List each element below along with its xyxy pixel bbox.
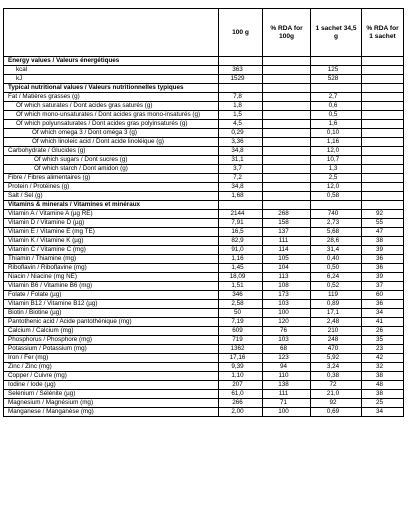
value-per100g: 1362 — [219, 345, 263, 354]
header-rda-per100g: % RDA for 100g — [263, 9, 311, 57]
table-row — [4, 309, 404, 318]
value-per100g: 7,91 — [219, 219, 263, 228]
nutrient-label: Of which mono-unsaturates / Dont acides gras mono-insaturés (g) — [4, 111, 219, 120]
nutrition-table-container — [3, 8, 403, 417]
rda-per-sachet: 60 — [362, 291, 404, 300]
value-per100g: 363 — [219, 66, 263, 75]
nutrient-label: kJ — [4, 75, 219, 84]
table-row — [4, 57, 404, 66]
table-row — [4, 318, 404, 327]
value-per100g: 17,16 — [219, 354, 263, 363]
nutrient-label: Biotin / Biotine (µg) — [4, 309, 219, 318]
value-per-sachet: 1,16 — [311, 138, 362, 147]
rda-per-sachet: 32 — [362, 363, 404, 372]
value-per100g: 50 — [219, 309, 263, 318]
value-per-sachet: 3,24 — [311, 363, 362, 372]
rda-per-sachet: 41 — [362, 318, 404, 327]
rda-per100g: 100 — [263, 309, 311, 318]
value-per-sachet: 17,1 — [311, 309, 362, 318]
value-per-sachet — [311, 84, 362, 93]
rda-per100g: 71 — [263, 399, 311, 408]
rda-per-sachet: 36 — [362, 300, 404, 309]
value-per-sachet: 0,58 — [311, 192, 362, 201]
value-per100g: 266 — [219, 399, 263, 408]
rda-per100g: 111 — [263, 390, 311, 399]
table-row — [4, 93, 404, 102]
rda-per-sachet — [362, 66, 404, 75]
value-per-sachet: 0,38 — [311, 372, 362, 381]
value-per100g: 34,8 — [219, 147, 263, 156]
nutrient-label: Vitamins & minerals / Vitamines et minéraux — [4, 201, 219, 210]
table-row — [4, 120, 404, 129]
nutrient-label: Vitamin B6 / Vitamine B6 (mg) — [4, 282, 219, 291]
rda-per100g: 137 — [263, 228, 311, 237]
rda-per-sachet — [362, 192, 404, 201]
nutrient-label: Energy values / Valeurs énergétiques — [4, 57, 219, 66]
rda-per-sachet: 36 — [362, 264, 404, 273]
rda-per100g: 94 — [263, 363, 311, 372]
rda-per100g: 113 — [263, 273, 311, 282]
nutrient-label: Pantothenic acid / Acide pantothénique (mg) — [4, 318, 219, 327]
value-per-sachet: 0,10 — [311, 129, 362, 138]
rda-per100g: 110 — [263, 372, 311, 381]
value-per-sachet: 92 — [311, 399, 362, 408]
table-row — [4, 228, 404, 237]
rda-per-sachet: 36 — [362, 255, 404, 264]
table-row — [4, 237, 404, 246]
value-per-sachet: 125 — [311, 66, 362, 75]
rda-per100g: 120 — [263, 318, 311, 327]
rda-per100g — [263, 138, 311, 147]
table-row — [4, 408, 404, 417]
value-per100g: 1,10 — [219, 372, 263, 381]
rda-per-sachet — [362, 102, 404, 111]
value-per-sachet: 0,5 — [311, 111, 362, 120]
rda-per-sachet: 39 — [362, 246, 404, 255]
value-per-sachet: 10,7 — [311, 156, 362, 165]
value-per100g: 31,1 — [219, 156, 263, 165]
nutrient-label: Riboflavin / Riboflavine (mg) — [4, 264, 219, 273]
rda-per100g: 105 — [263, 255, 311, 264]
table-row — [4, 255, 404, 264]
nutrient-label: Of which linoleic acid / Dont acide linoléique (g) — [4, 138, 219, 147]
value-per100g: 2,58 — [219, 300, 263, 309]
table-row — [4, 147, 404, 156]
value-per-sachet: 210 — [311, 327, 362, 336]
value-per100g: 1,5 — [219, 111, 263, 120]
value-per100g: 82,9 — [219, 237, 263, 246]
rda-per-sachet — [362, 138, 404, 147]
rda-per100g: 100 — [263, 408, 311, 417]
rda-per-sachet: 23 — [362, 345, 404, 354]
value-per100g: 719 — [219, 336, 263, 345]
rda-per-sachet — [362, 174, 404, 183]
value-per100g: 0,29 — [219, 129, 263, 138]
rda-per-sachet: 34 — [362, 408, 404, 417]
table-row — [4, 372, 404, 381]
rda-per100g — [263, 174, 311, 183]
table-row — [4, 246, 404, 255]
nutrient-label: Iron / Fer (mg) — [4, 354, 219, 363]
header-row — [4, 9, 404, 57]
value-per-sachet: 0,6 — [311, 102, 362, 111]
table-row — [4, 210, 404, 219]
value-per100g: 207 — [219, 381, 263, 390]
value-per-sachet: 72 — [311, 381, 362, 390]
rda-per100g: 111 — [263, 237, 311, 246]
table-row — [4, 300, 404, 309]
value-per100g: 1,8 — [219, 102, 263, 111]
table-row — [4, 399, 404, 408]
table-row — [4, 336, 404, 345]
rda-per-sachet: 25 — [362, 399, 404, 408]
table-row — [4, 192, 404, 201]
rda-per-sachet: 35 — [362, 336, 404, 345]
rda-per100g: 104 — [263, 264, 311, 273]
table-row — [4, 84, 404, 93]
rda-per-sachet: 55 — [362, 219, 404, 228]
rda-per100g: 76 — [263, 327, 311, 336]
value-per-sachet: 2,73 — [311, 219, 362, 228]
value-per-sachet: 12,0 — [311, 183, 362, 192]
nutrient-label: Of which sugars / Dont sucres (g) — [4, 156, 219, 165]
table-row — [4, 381, 404, 390]
table-row — [4, 282, 404, 291]
value-per-sachet: 470 — [311, 345, 362, 354]
value-per-sachet: 0,69 — [311, 408, 362, 417]
rda-per-sachet: 48 — [362, 381, 404, 390]
rda-per100g: 173 — [263, 291, 311, 300]
nutrient-label: kcal — [4, 66, 219, 75]
value-per100g: 91,0 — [219, 246, 263, 255]
rda-per-sachet: 39 — [362, 273, 404, 282]
header-label-cell — [4, 9, 219, 57]
rda-per100g — [263, 192, 311, 201]
rda-per100g — [263, 156, 311, 165]
rda-per100g: 268 — [263, 210, 311, 219]
rda-per100g: 103 — [263, 336, 311, 345]
value-per-sachet: 1,3 — [311, 165, 362, 174]
rda-per100g — [263, 75, 311, 84]
value-per100g: 18,09 — [219, 273, 263, 282]
rda-per100g — [263, 183, 311, 192]
table-row — [4, 327, 404, 336]
value-per100g: 34,8 — [219, 183, 263, 192]
value-per-sachet: 2,5 — [311, 174, 362, 183]
rda-per-sachet — [362, 183, 404, 192]
rda-per-sachet: 34 — [362, 309, 404, 318]
rda-per-sachet — [362, 129, 404, 138]
value-per100g: 7,8 — [219, 93, 263, 102]
nutrient-label: Selenium / Sélénite (µg) — [4, 390, 219, 399]
value-per-sachet — [311, 57, 362, 66]
nutrient-label: Fibre / Fibres alimentaires (g) — [4, 174, 219, 183]
nutrient-label: Salt / Sel (g) — [4, 192, 219, 201]
value-per-sachet: 0,40 — [311, 255, 362, 264]
rda-per-sachet: 38 — [362, 237, 404, 246]
table-row — [4, 165, 404, 174]
nutrient-label: Of which saturates / Dont acides gras saturés (g) — [4, 102, 219, 111]
value-per-sachet: 0,89 — [311, 300, 362, 309]
nutrient-label: Vitamin K / Vitamine K (µg) — [4, 237, 219, 246]
rda-per-sachet — [362, 75, 404, 84]
value-per-sachet: 0,52 — [311, 282, 362, 291]
header-per-sachet: 1 sachet 34,5 g — [311, 9, 362, 57]
value-per-sachet: 119 — [311, 291, 362, 300]
rda-per-sachet — [362, 93, 404, 102]
rda-per-sachet — [362, 111, 404, 120]
rda-per100g — [263, 102, 311, 111]
rda-per-sachet: 47 — [362, 228, 404, 237]
value-per100g: 3,7 — [219, 165, 263, 174]
value-per-sachet: 31,4 — [311, 246, 362, 255]
table-row — [4, 183, 404, 192]
value-per100g: 1,68 — [219, 192, 263, 201]
rda-per100g: 138 — [263, 381, 311, 390]
table-row — [4, 390, 404, 399]
table-row — [4, 354, 404, 363]
nutrient-label: Niacin / Niacine (mg NE) — [4, 273, 219, 282]
nutrient-label: Vitamin B12 / Vitamine B12 (µg) — [4, 300, 219, 309]
nutrient-label: Of which polyunsaturates / Dont acides gras polyinsaturés (g) — [4, 120, 219, 129]
rda-per100g — [263, 66, 311, 75]
table-row — [4, 345, 404, 354]
rda-per100g — [263, 201, 311, 210]
rda-per100g — [263, 84, 311, 93]
rda-per-sachet: 38 — [362, 390, 404, 399]
nutrient-label: Magnesium / Magnésium (mg) — [4, 399, 219, 408]
rda-per100g — [263, 93, 311, 102]
table-row — [4, 102, 404, 111]
value-per100g — [219, 57, 263, 66]
table-row — [4, 174, 404, 183]
rda-per-sachet — [362, 165, 404, 174]
nutrient-label: Folate / Folate (µg) — [4, 291, 219, 300]
nutrient-label: Fat / Matières grasses (g) — [4, 93, 219, 102]
value-per100g — [219, 84, 263, 93]
rda-per100g — [263, 120, 311, 129]
value-per-sachet: 28,6 — [311, 237, 362, 246]
nutrient-label: Iodine / Iode (µg) — [4, 381, 219, 390]
value-per100g: 346 — [219, 291, 263, 300]
value-per-sachet: 528 — [311, 75, 362, 84]
value-per100g: 16,5 — [219, 228, 263, 237]
rda-per-sachet — [362, 201, 404, 210]
nutrient-label: Copper / Cuivre (mg) — [4, 372, 219, 381]
nutrition-table — [3, 8, 404, 417]
rda-per100g — [263, 129, 311, 138]
value-per-sachet: 740 — [311, 210, 362, 219]
nutrient-label: Calcium / Calcium (mg) — [4, 327, 219, 336]
rda-per100g — [263, 57, 311, 66]
rda-per100g: 68 — [263, 345, 311, 354]
nutrient-label: Vitamin C / Vitamine C (mg) — [4, 246, 219, 255]
value-per100g: 1,45 — [219, 264, 263, 273]
value-per-sachet: 5,92 — [311, 354, 362, 363]
nutrient-label: Typical nutritional values / Valeurs nutritionnelles typiques — [4, 84, 219, 93]
value-per100g: 1529 — [219, 75, 263, 84]
nutrient-label: Vitamin E / Vitamine E (mg TE) — [4, 228, 219, 237]
nutrition-table-body — [4, 57, 404, 417]
value-per100g: 4,5 — [219, 120, 263, 129]
nutrient-label: Manganese / Manganèse (mg) — [4, 408, 219, 417]
rda-per100g — [263, 147, 311, 156]
value-per100g: 609 — [219, 327, 263, 336]
table-row — [4, 264, 404, 273]
table-row — [4, 201, 404, 210]
value-per-sachet: 5,68 — [311, 228, 362, 237]
rda-per100g: 158 — [263, 219, 311, 228]
rda-per100g: 103 — [263, 300, 311, 309]
value-per100g: 1,51 — [219, 282, 263, 291]
value-per-sachet: 12,0 — [311, 147, 362, 156]
nutrient-label: Of which starch / Dont amidon (g) — [4, 165, 219, 174]
table-row — [4, 363, 404, 372]
header-per100g: 100 g — [219, 9, 263, 57]
value-per100g: 7,19 — [219, 318, 263, 327]
value-per-sachet: 21,0 — [311, 390, 362, 399]
rda-per100g — [263, 165, 311, 174]
value-per100g: 2,00 — [219, 408, 263, 417]
nutrient-label: Thiamin / Thiamine (mg) — [4, 255, 219, 264]
value-per100g: 2144 — [219, 210, 263, 219]
rda-per-sachet: 26 — [362, 327, 404, 336]
table-row — [4, 129, 404, 138]
value-per-sachet: 248 — [311, 336, 362, 345]
nutrient-label: Vitamin D / Vitamine D (µg) — [4, 219, 219, 228]
nutrient-label: Phosphorus / Phosphore (mg) — [4, 336, 219, 345]
rda-per100g: 123 — [263, 354, 311, 363]
value-per-sachet: 2,7 — [311, 93, 362, 102]
nutrient-label: Of which omega 3 / Dont oméga 3 (g) — [4, 129, 219, 138]
table-row — [4, 75, 404, 84]
rda-per-sachet — [362, 57, 404, 66]
rda-per100g: 114 — [263, 246, 311, 255]
rda-per-sachet — [362, 156, 404, 165]
value-per-sachet: 2,48 — [311, 318, 362, 327]
value-per100g: 3,36 — [219, 138, 263, 147]
value-per100g: 7,2 — [219, 174, 263, 183]
rda-per-sachet — [362, 84, 404, 93]
value-per-sachet: 6,24 — [311, 273, 362, 282]
rda-per100g: 108 — [263, 282, 311, 291]
nutrient-label: Protein / Protéines (g) — [4, 183, 219, 192]
rda-per-sachet: 42 — [362, 354, 404, 363]
rda-per100g — [263, 111, 311, 120]
rda-per-sachet: 37 — [362, 282, 404, 291]
nutrient-label: Carbohydrate / Glucides (g) — [4, 147, 219, 156]
rda-per-sachet: 92 — [362, 210, 404, 219]
value-per100g: 9,39 — [219, 363, 263, 372]
value-per-sachet: 1,6 — [311, 120, 362, 129]
table-row — [4, 156, 404, 165]
value-per100g: 61,0 — [219, 390, 263, 399]
nutrient-label: Vitamin A / Vitamine A (µg RE) — [4, 210, 219, 219]
value-per-sachet — [311, 201, 362, 210]
value-per100g: 1,16 — [219, 255, 263, 264]
nutrient-label: Potassium / Potassium (mg) — [4, 345, 219, 354]
table-row — [4, 291, 404, 300]
value-per100g — [219, 201, 263, 210]
table-row — [4, 66, 404, 75]
rda-per-sachet — [362, 147, 404, 156]
table-row — [4, 219, 404, 228]
header-rda-per-sachet: % RDA for 1 sachet — [362, 9, 404, 57]
rda-per-sachet — [362, 120, 404, 129]
table-row — [4, 111, 404, 120]
table-row — [4, 138, 404, 147]
table-row — [4, 273, 404, 282]
rda-per-sachet: 38 — [362, 372, 404, 381]
value-per-sachet: 0,50 — [311, 264, 362, 273]
nutrient-label: Zinc / Zinc (mg) — [4, 363, 219, 372]
